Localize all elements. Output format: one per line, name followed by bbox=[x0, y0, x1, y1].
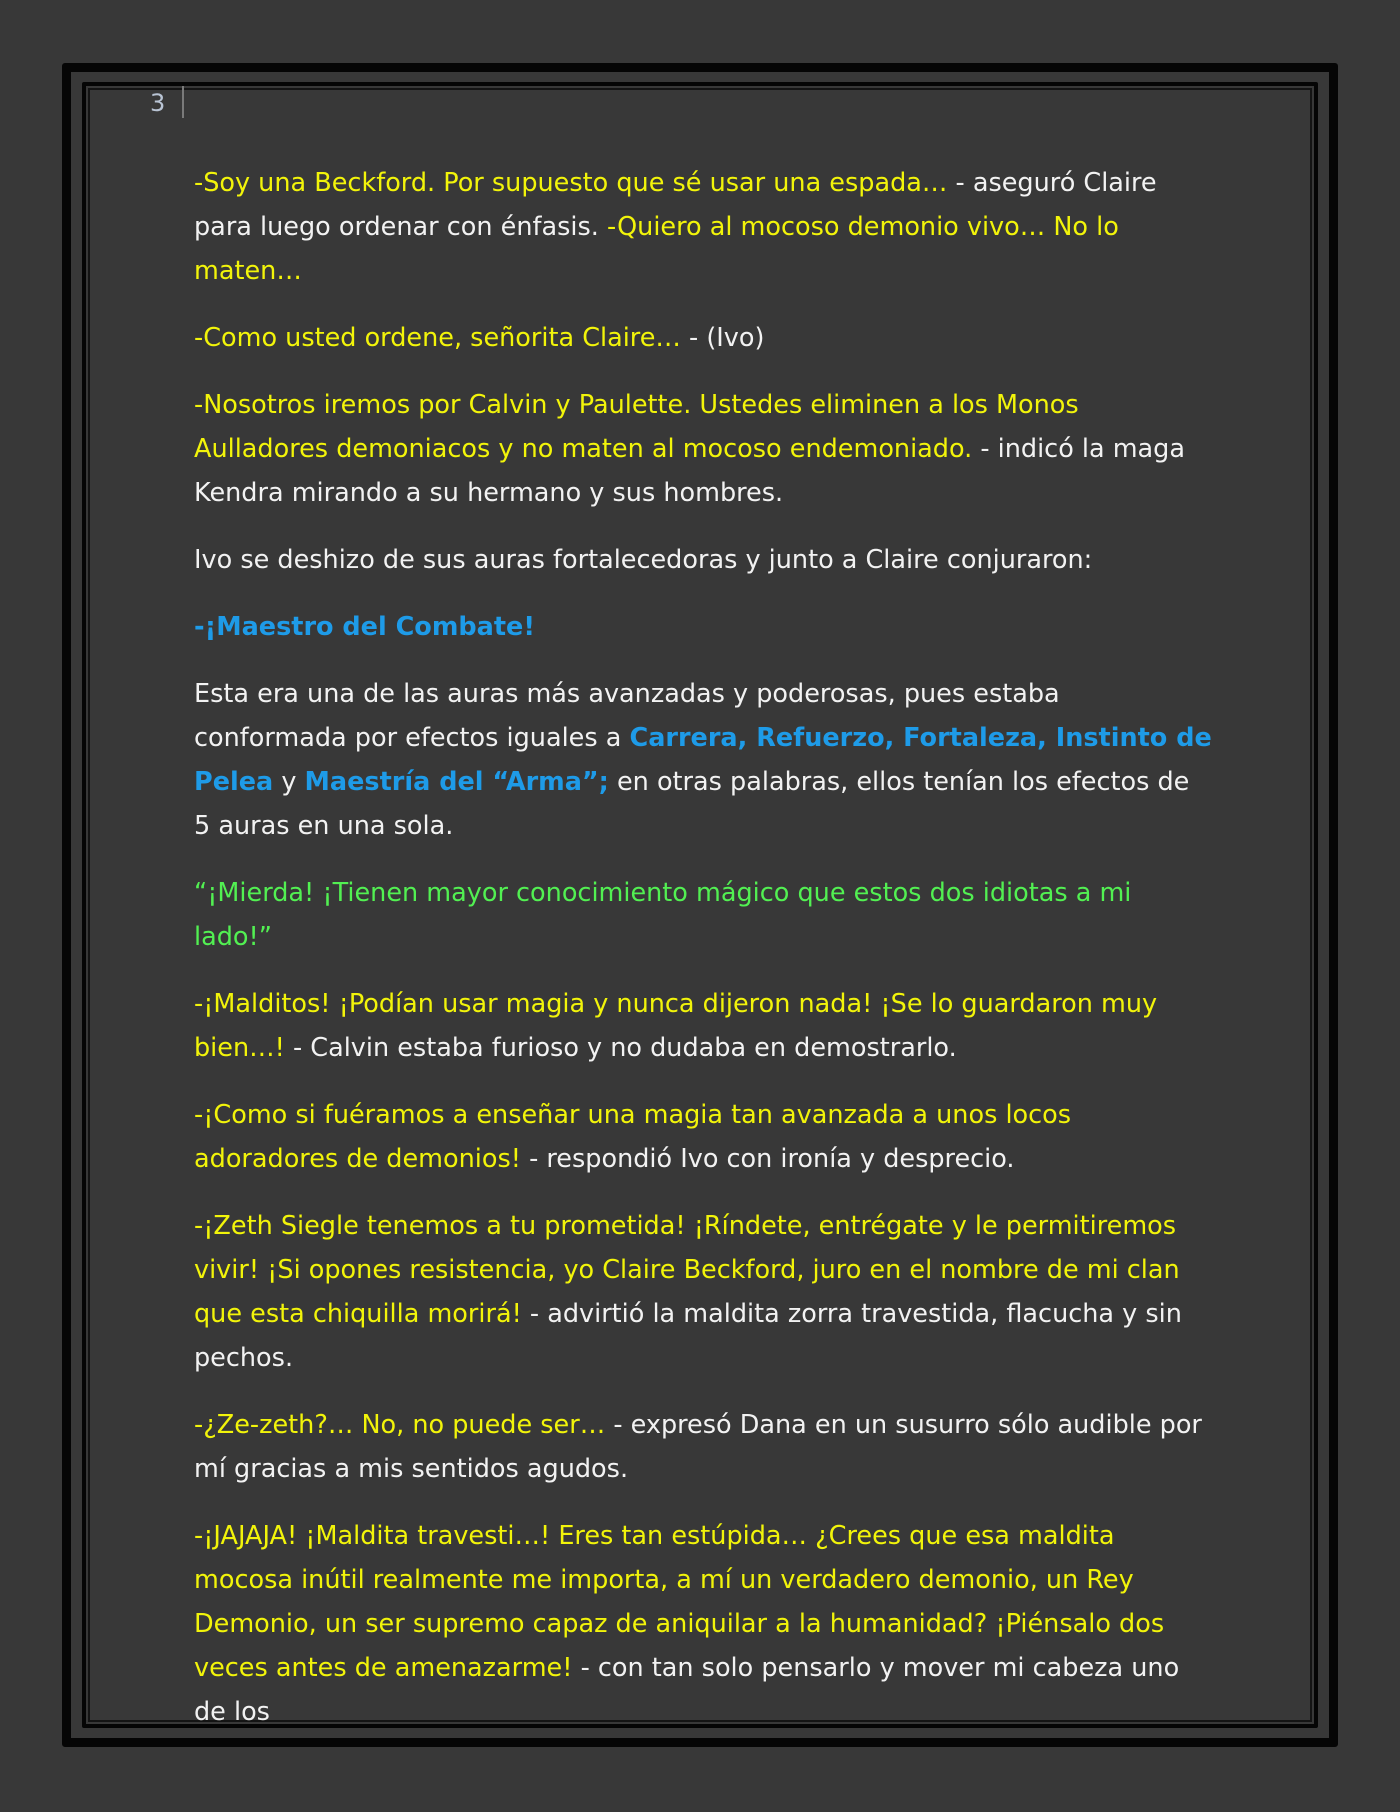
dialogue-text: -¡JAJAJA! ¡Maldita travesti…! Eres tan estúpida… ¿Crees que esa maldita mocosa inútil realmente me importa, a mí un verdadero demonio, un Rey Demonio, un ser supremo capaz de aniquilar a la humanidad? ¡Piénsalo dos veces antes de amenazarme! bbox=[194, 1521, 1165, 1683]
paragraph-2 bbox=[194, 316, 1212, 360]
paragraph-7 bbox=[194, 871, 1212, 959]
paragraph-5 bbox=[194, 605, 1212, 649]
paragraph-1 bbox=[194, 161, 1212, 293]
document-body bbox=[194, 161, 1212, 1757]
narration-text: - aseguró Claire para luego ordenar con énfasis. bbox=[194, 168, 1157, 242]
narration-text: Esta era una de las auras más avanzadas y poderosas, pues estaba conformada por efectos iguales a bbox=[194, 679, 1060, 753]
text-cursor bbox=[182, 86, 184, 118]
paragraph-8 bbox=[194, 982, 1212, 1070]
spell-text: -¡Maestro del Combate! bbox=[194, 612, 535, 642]
narration-text: Ivo se deshizo de sus auras fortalecedoras y junto a Claire conjuraron: bbox=[194, 545, 1093, 575]
dialogue-text: -¡Malditos! ¡Podían usar magia y nunca dijeron nada! ¡Se lo guardaron muy bien…! bbox=[194, 989, 1158, 1063]
narration-text: - respondió Ivo con ironía y desprecio. bbox=[529, 1144, 1015, 1174]
paragraph-3 bbox=[194, 383, 1212, 515]
dialogue-text: -Soy una Beckford. Por supuesto que sé usar una espada… bbox=[194, 168, 956, 198]
narration-text: - con tan solo pensarlo y mover mi cabeza uno de los bbox=[194, 1653, 1180, 1727]
spell-text: Maestría del “Arma”; bbox=[304, 767, 609, 797]
narration-text: en otras palabras, ellos tenían los efectos de 5 auras en una sola. bbox=[194, 767, 1190, 841]
paragraph-11 bbox=[194, 1403, 1212, 1491]
dialogue-text: -Quiero al mocoso demonio vivo… No lo maten… bbox=[194, 212, 1119, 286]
narration-text: - (Ivo) bbox=[689, 323, 765, 353]
paragraph-6 bbox=[194, 672, 1212, 848]
paragraph-10 bbox=[194, 1204, 1212, 1380]
thought-text: “¡Mierda! ¡Tienen mayor conocimiento mágico que estos dos idiotas a mi lado!” bbox=[194, 878, 1132, 952]
dialogue-text: -¡Como si fuéramos a enseñar una magia tan avanzada a unos locos adoradores de demonios! bbox=[194, 1100, 1072, 1174]
narration-text: - indicó la maga Kendra mirando a su hermano y sus hombres. bbox=[194, 434, 1185, 508]
page-number: 3 bbox=[150, 89, 166, 117]
narration-text: - advirtió la maldita zorra travestida, flacucha y sin pechos. bbox=[194, 1299, 1182, 1373]
dialogue-text: -¿Ze-zeth?… No, no puede ser… bbox=[194, 1410, 614, 1440]
paragraph-4 bbox=[194, 538, 1212, 582]
narration-text: y bbox=[273, 767, 305, 797]
narration-text: - Calvin estaba furioso y no dudaba en demostrarlo. bbox=[292, 1033, 957, 1063]
dialogue-text: -Como usted ordene, señorita Claire… bbox=[194, 323, 690, 353]
paragraph-9 bbox=[194, 1093, 1212, 1181]
dialogue-text: -¡Zeth Siegle tenemos a tu prometida! ¡Ríndete, entrégate y le permitiremos vivir! ¡Si opones resistencia, yo Claire Beckford, juro en el nombre de mi clan que esta chiquilla morirá! bbox=[194, 1211, 1180, 1329]
paragraph-12 bbox=[194, 1514, 1212, 1734]
dialogue-text: -Nosotros iremos por Calvin y Paulette. Ustedes eliminen a los Monos Aulladores demoniacos y no maten al mocoso endemoniado. bbox=[194, 390, 1079, 464]
spell-text: Carrera, Refuerzo, Fortaleza, Instinto de Pelea bbox=[194, 723, 1212, 797]
narration-text: - expresó Dana en un susurro sólo audible por mí gracias a mis sentidos agudos. bbox=[194, 1410, 1202, 1484]
